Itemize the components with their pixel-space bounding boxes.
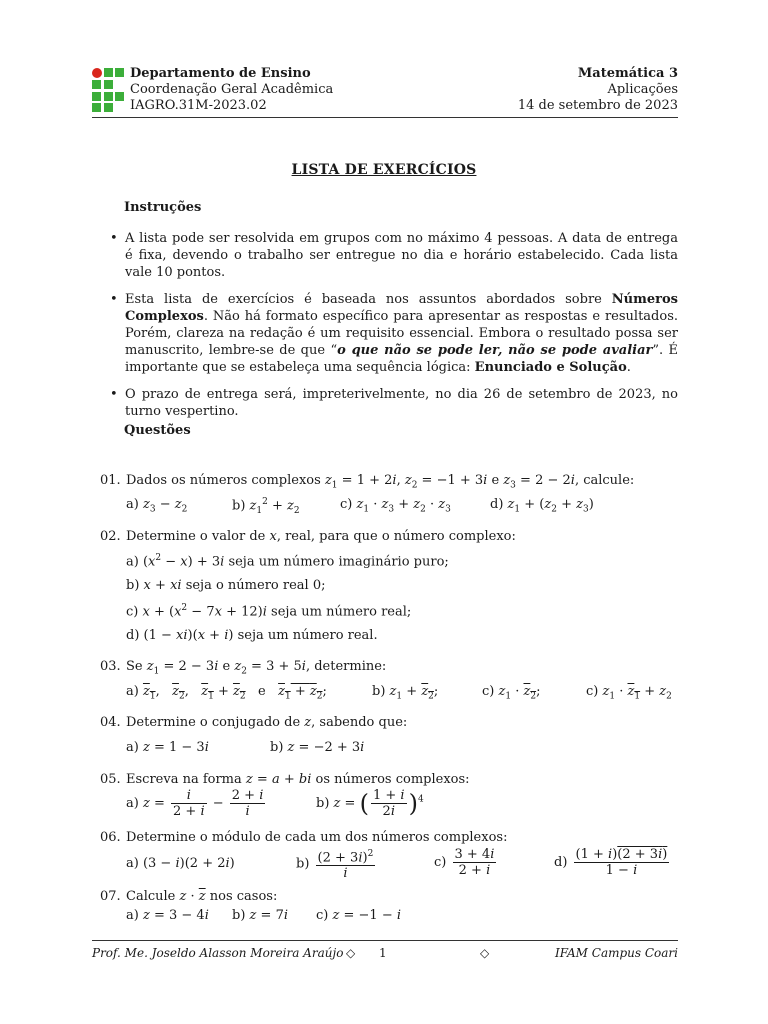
question-02-item-b: b) x + xi seja o número real 0;	[126, 578, 326, 593]
subject-name: Matemática 3	[577, 66, 678, 81]
question-02-item-d: d) (1 − xi)(x + i) seja um número real.	[126, 628, 378, 643]
diamond-icon: ◇	[480, 946, 490, 960]
class-code: IAGRO.31M-2023.02	[130, 98, 267, 113]
diamond-icon: ◇	[346, 946, 356, 960]
footer-divider	[92, 940, 678, 941]
header-divider	[92, 117, 678, 118]
question-02-item-c: c) $x + (x^2 - 7x + 12)i$ seja um número real;	[126, 603, 412, 620]
question-02-item-a: a) $(x^2 - x) + 3i$ seja um número imaginário puro;	[126, 553, 449, 570]
institution-name: IFAM Campus Coari	[554, 946, 678, 960]
department-name: Departamento de Ensino	[130, 66, 311, 81]
page-footer	[92, 946, 678, 962]
instruction-item: • Esta lista de exercícios é baseada nos assuntos abordados sobre Números Complexos. Não há formato específico para apresentar as respostas e resultados. Porém, clareza na redação é um requisito essencial. Embora o resultado possa ser manuscrito, lembre-se de que “o que não se pode ler, não se pode avaliar”. É importante que se estabeleça uma sequência lógica: Enunciado e Solução.	[110, 291, 678, 376]
instruction-item: • O prazo de entrega será, impreterivelmente, no dia 26 de setembro de 2023, no turno vespertino.	[110, 386, 678, 420]
instructions-list	[110, 230, 678, 430]
instructions-heading: Instruções	[124, 200, 202, 215]
topic-name: Aplicações	[607, 82, 678, 97]
page-header	[92, 66, 678, 116]
page-number: 1	[379, 946, 387, 960]
coordination-name: Coordenação Geral Acadêmica	[130, 82, 334, 97]
institution-logo-icon	[92, 68, 124, 112]
instruction-item: • A lista pode ser resolvida em grupos com no máximo 4 pessoas. A data de entrega é fixa, devendo o trabalho ser entregue no dia e horário estabelecido. Cada lista vale 10 pontos.	[110, 230, 678, 281]
author-name: Prof. Me. Joseldo Alasson Moreira Araújo	[92, 946, 344, 960]
page-title: LISTA DE EXERCÍCIOS	[291, 162, 477, 178]
header-left	[130, 66, 333, 114]
document-date: 14 de setembro de 2023	[517, 98, 678, 113]
header-right	[518, 66, 678, 114]
questions-heading: Questões	[124, 423, 191, 438]
